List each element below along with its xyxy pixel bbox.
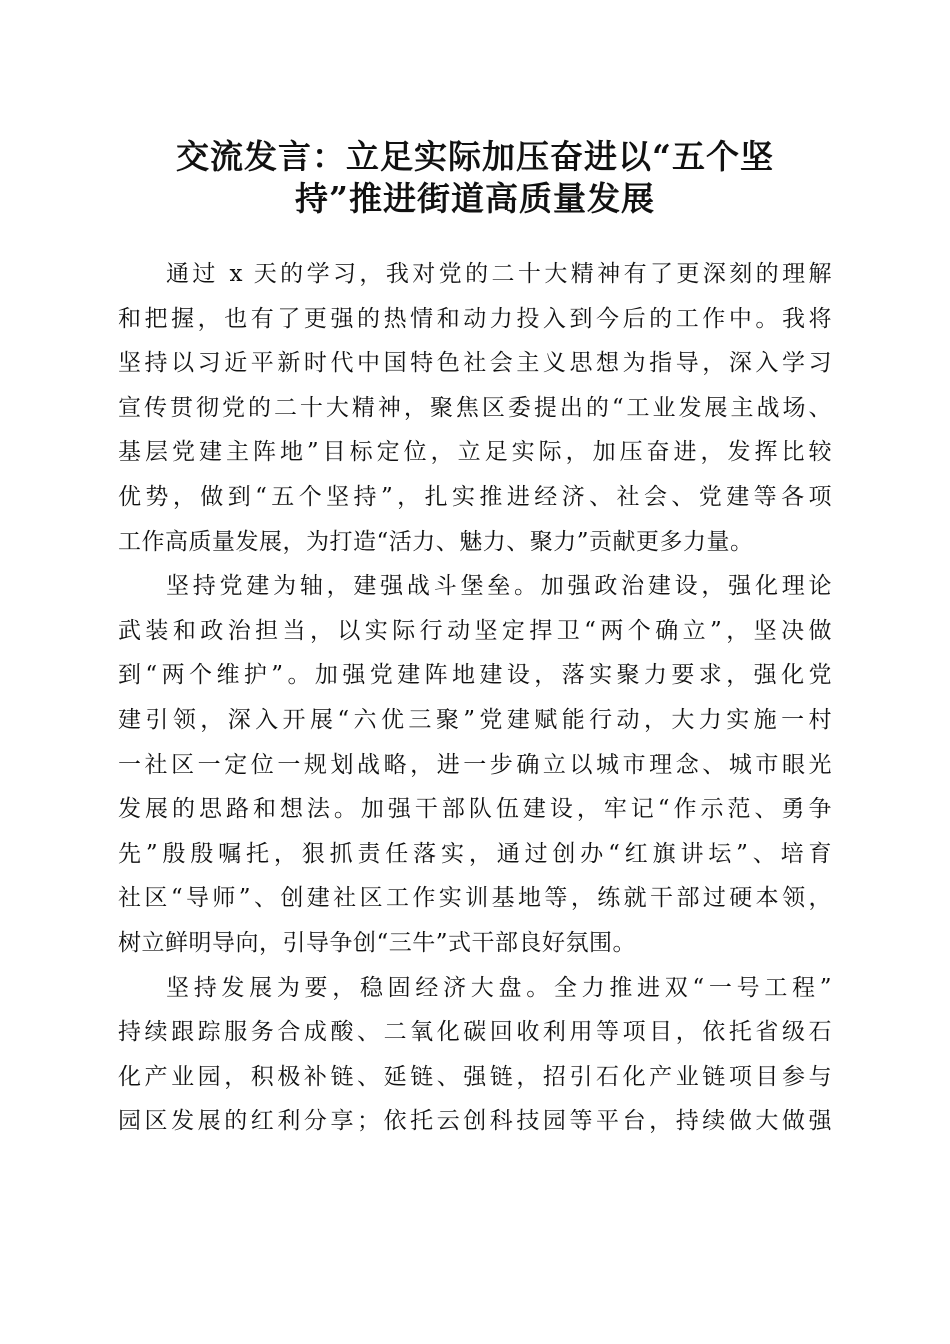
text-line: 优势，做到“五个坚持”，扎实推进经济、社会、党建等各项 [118, 483, 832, 510]
text-line: 坚持党建为轴，建强战斗堡垒。加强政治建设，强化理论 [166, 573, 832, 600]
text-line: 到“两个维护”。加强党建阵地建设，落实聚力要求，强化党 [118, 662, 832, 689]
text-line: 宣传贯彻党的二十大精神，聚焦区委提出的“工业发展主战场、 [118, 394, 832, 421]
text-line: 基层党建主阵地”目标定位，立足实际，加压奋进，发挥比较 [118, 439, 832, 466]
text-line: 通过 x 天的学习，我对党的二十大精神有了更深刻的理解 [166, 261, 832, 287]
paragraph-party-building [118, 564, 832, 965]
text-line: 社区“导师”、创建社区工作实训基地等，练就干部过硬本领， [118, 885, 832, 912]
text-line: 工作高质量发展，为打造“活力、魅力、聚力”贡献更多力量。 [118, 528, 754, 555]
document-title [118, 136, 832, 220]
text-line: 先”殷殷嘱托，狠抓责任落实，通过创办“红旗讲坛”、培育 [118, 840, 832, 867]
text-line: 坚持发展为要，稳固经济大盘。全力推进双“一号工程” [166, 974, 832, 1001]
paragraph-development [118, 966, 832, 1144]
title-line: 交流发言：立足实际加压奋进以“五个坚 [176, 137, 774, 176]
text-line: 发展的思路和想法。加强干部队伍建设，牢记“作示范、勇争 [118, 796, 832, 823]
text-line: 坚持以习近平新时代中国特色社会主义思想为指导，深入学习 [118, 350, 832, 377]
text-line: 一社区一定位一规划战略，进一步确立以城市理念、城市眼光 [118, 751, 832, 778]
text-line: 持续跟踪服务合成酸、二氧化碳回收利用等项目，依托省级石 [118, 1019, 832, 1046]
title-line: 持”推进街道高质量发展 [295, 179, 655, 218]
paragraph-intro [118, 252, 832, 564]
text-line: 建引领，深入开展“六优三聚”党建赋能行动，大力实施一村 [118, 706, 832, 733]
text-line: 武装和政治担当，以实际行动坚定捍卫“两个确立”，坚决做 [118, 617, 832, 644]
document-body [118, 252, 832, 1144]
text-line: 和把握，也有了更强的热情和动力投入到今后的工作中。我将 [118, 305, 832, 332]
text-line: 树立鲜明导向，引导争创“三牛”式干部良好氛围。 [118, 929, 637, 956]
text-line: 园区发展的红利分享；依托云创科技园等平台，持续做大做强 [118, 1108, 832, 1135]
text-line: 化产业园，积极补链、延链、强链，招引石化产业链项目参与 [118, 1063, 832, 1090]
